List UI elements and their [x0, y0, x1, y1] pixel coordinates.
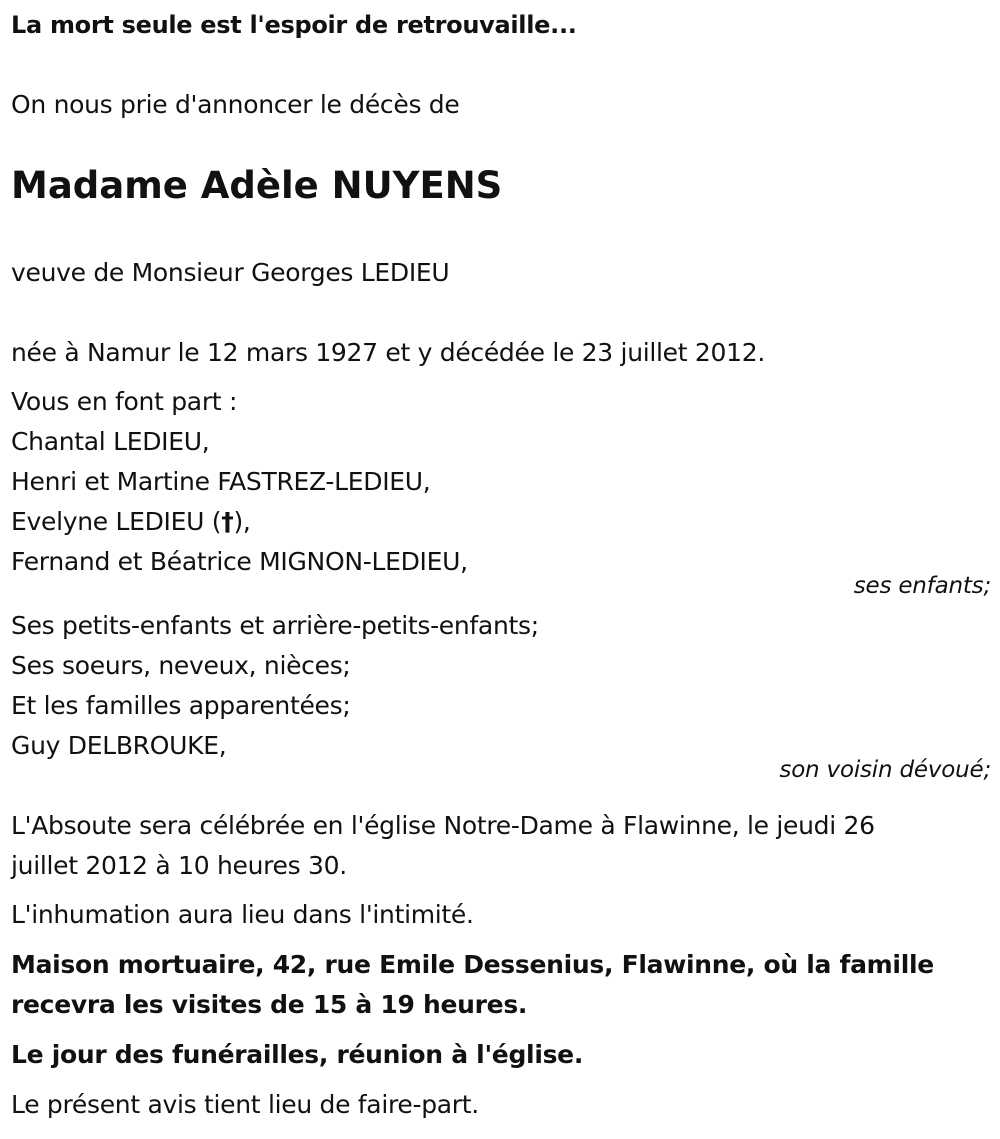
deceased-name: Madame Adèle NUYENS [11, 164, 503, 207]
relatives-line: Ses soeurs, neveux, nièces; [11, 651, 351, 680]
family-member: Chantal LEDIEU, [11, 427, 210, 456]
burial-line: L'inhumation aura lieu dans l'intimité. [11, 900, 474, 929]
widow-of-line: veuve de Monsieur Georges LEDIEU [11, 258, 450, 287]
announcement-intro: On nous prie d'annoncer le décès de [11, 90, 460, 119]
absoute-line-2: juillet 2012 à 10 heures 30. [11, 851, 347, 880]
birth-death-line: née à Namur le 12 mars 1927 et y décédée le 23 juillet 2012. [11, 338, 765, 367]
absoute-line-1: L'Absoute sera célébrée en l'église Notre-Dame à Flawinne, le jeudi 26 [11, 811, 875, 840]
mortuary-line-2: recevra les visites de 15 à 19 heures. [11, 990, 528, 1019]
family-member-suffix: ), [233, 507, 251, 536]
family-member [11, 507, 251, 537]
relatives-line: Guy DELBROUKE, [11, 731, 227, 760]
mortuary-line-1: Maison mortuaire, 42, rue Emile Dessenius, Flawinne, où la famille [11, 950, 934, 979]
relatives-line: Et les familles apparentées; [11, 691, 351, 720]
family-member-name: Evelyne LEDIEU ( [11, 507, 222, 536]
cross-icon: † [221, 507, 234, 536]
notice-line: Le présent avis tient lieu de faire-part. [11, 1090, 479, 1119]
family-member: Henri et Martine FASTREZ-LEDIEU, [11, 467, 431, 496]
neighbor-role: son voisin dévoué; [779, 757, 991, 783]
funeral-day-line: Le jour des funérailles, réunion à l'église. [11, 1040, 584, 1069]
family-intro: Vous en font part : [11, 387, 238, 416]
relatives-line: Ses petits-enfants et arrière-petits-enfants; [11, 611, 539, 640]
epigraph: La mort seule est l'espoir de retrouvaille... [11, 11, 577, 39]
children-role: ses enfants; [853, 573, 991, 599]
family-member: Fernand et Béatrice MIGNON-LEDIEU, [11, 547, 468, 576]
